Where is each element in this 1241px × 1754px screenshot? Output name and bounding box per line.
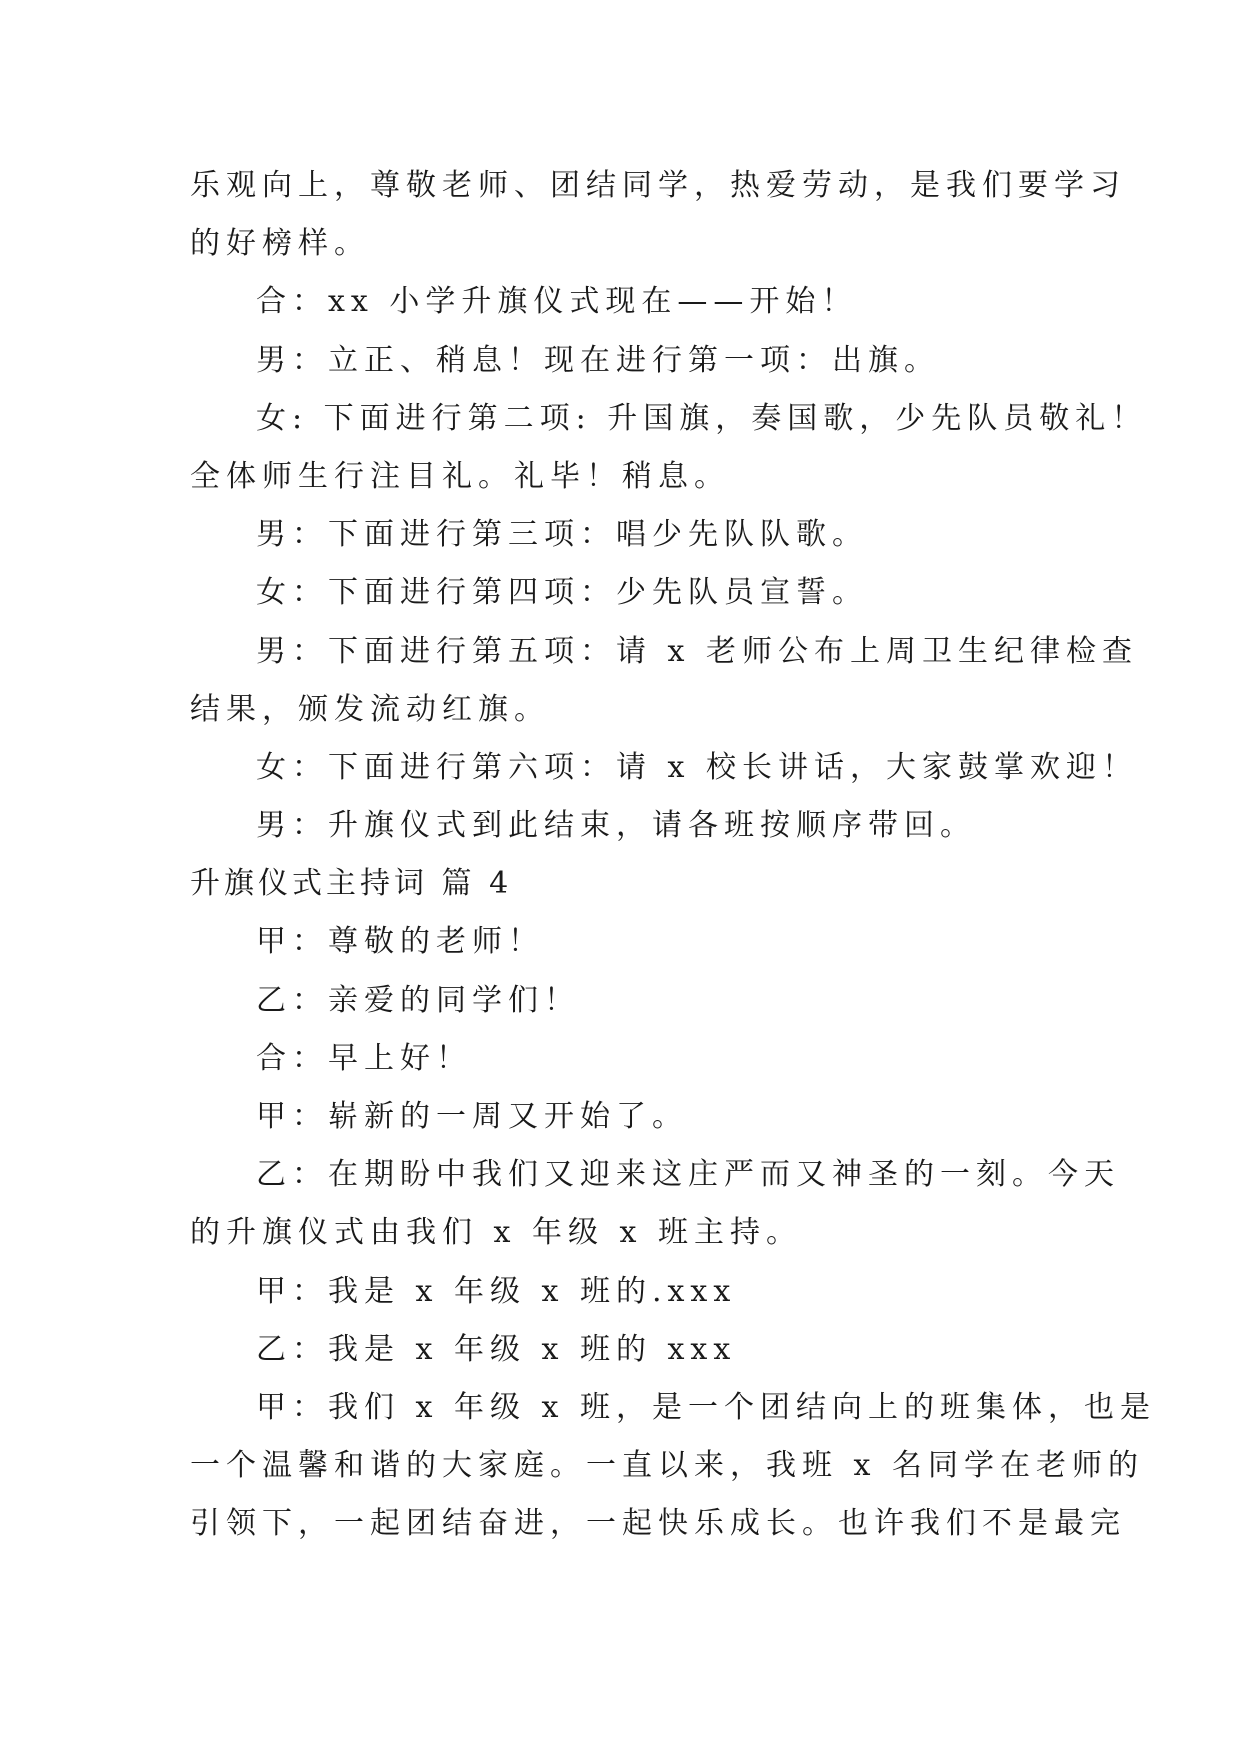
paragraph-line: 女：下面进行第四项：少先队员宣誓。 [256,575,868,611]
paragraph-line: 女: 下面进行第二项: 升国旗，奏国歌，少先队员敬礼！ [256,400,1148,436]
paragraph-line: 的好榜样。 [190,226,370,262]
paragraph-line: 甲：尊敬的老师！ [256,924,544,960]
paragraph-line: 男：下面进行第五项：请 x 老师公布上周卫生纪律检查 [256,633,1138,669]
paragraph-line: 甲：我是 x 年级 x 班的.xxx [256,1273,737,1309]
paragraph-line: 男：升旗仪式到此结束，请各班按顺序带回。 [256,808,976,844]
paragraph-line: 乙：亲爱的同学们！ [256,982,580,1018]
paragraph-line: 合：xx 小学升旗仪式现在——开始！ [256,284,858,320]
paragraph-line: 甲：我们 x 年级 x 班，是一个团结向上的班集体，也是 [256,1389,1156,1425]
paragraph-line: 合：早上好！ [256,1040,472,1076]
paragraph-line: 男：立正、稍息！现在进行第一项：出旗。 [256,342,940,378]
paragraph-line: 的升旗仪式由我们 x 年级 x 班主持。 [190,1215,802,1251]
section-heading: 升旗仪式主持词 篇 4 [190,866,513,902]
paragraph-line: 甲：崭新的一周又开始了。 [256,1099,688,1134]
paragraph-line: 一个温馨和谐的大家庭。一直以来，我班 x 名同学在老师的 [190,1448,1144,1484]
paragraph-line: 男：下面进行第三项：唱少先队队歌。 [256,517,868,553]
paragraph-line: 乙：在期盼中我们又迎来这庄严而又神圣的一刻。今天 [256,1157,1120,1193]
paragraph-line: 女：下面进行第六项：请 x 校长讲话，大家鼓掌欢迎！ [256,749,1138,785]
paragraph-line: 乐观向上，尊敬老师、团结同学，热爱劳动，是我们要学习 [190,168,1126,203]
paragraph-line: 全体师生行注目礼。礼毕！稍息。 [190,458,730,494]
paragraph-line: 结果，颁发流动红旗。 [190,691,550,727]
paragraph-line: 乙：我是 x 年级 x 班的 xxx [256,1331,737,1367]
document-body [190,157,1156,1554]
paragraph-line: 引领下，一起团结奋进，一起快乐成长。也许我们不是最完 [190,1506,1126,1542]
